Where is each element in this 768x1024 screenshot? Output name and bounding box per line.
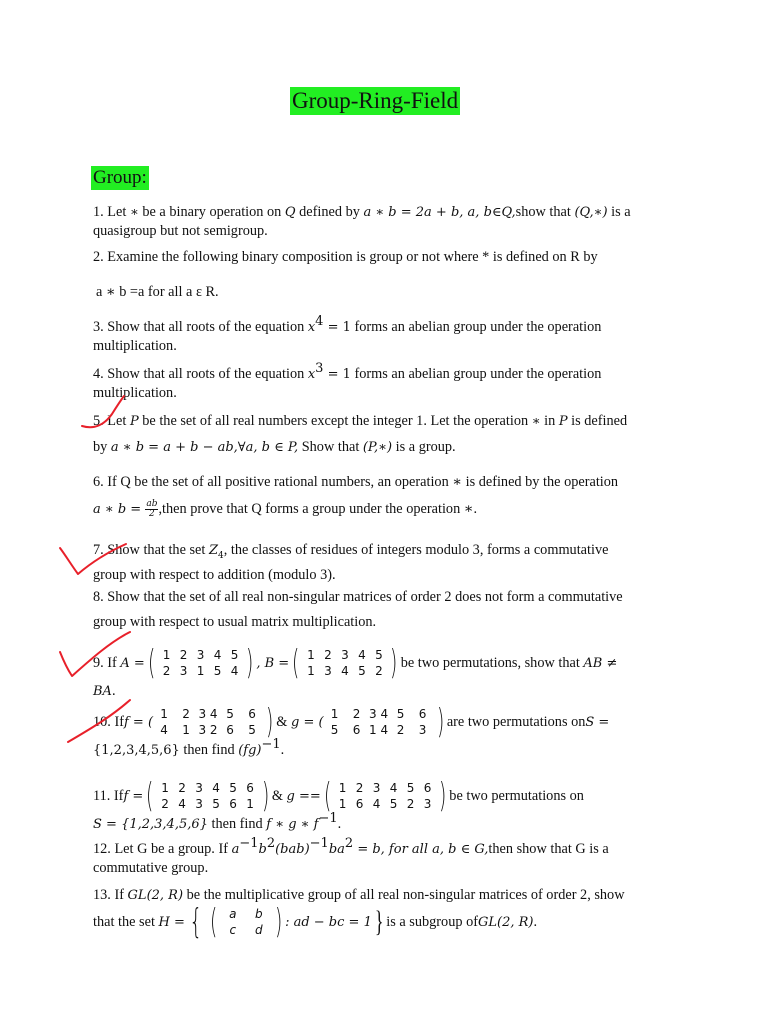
matrix-cell: 5 [229, 781, 237, 795]
question-10 [93, 703, 676, 760]
q11-text: then find [207, 816, 267, 832]
matrix-row [220, 923, 272, 937]
brace-right: } [374, 905, 384, 938]
q3-math: x [307, 320, 316, 335]
matrix-cell: 2 [162, 664, 171, 678]
q12-exponent: −1 [309, 836, 329, 852]
q5-text: by [93, 439, 111, 455]
q5-math: a ∗ b = a + b − ab,∀a, b ∈ P, [110, 440, 299, 455]
question-13 [93, 886, 676, 942]
q11-matrix-f-grid [157, 781, 259, 811]
q6-line1: 6. If Q be the set of all positive rational numbers, an operation ∗ is defined by the operation [93, 474, 619, 490]
matrix-cell: 3 [341, 648, 349, 662]
q6-text: ,then prove that Q forms a group under the operation ∗. [158, 501, 478, 517]
question-2-definition [96, 283, 679, 302]
q7-math: Z [208, 543, 218, 558]
paren-right: ) [436, 702, 444, 742]
page-title: Group-Ring-Field [292, 88, 459, 113]
q13-matrix-grid [220, 907, 272, 937]
q11-math: S = {1,2,3,4,5,6} [93, 817, 208, 832]
q7-subscript: 4 [218, 550, 224, 561]
q6-math: a ∗ b = [93, 502, 146, 517]
matrix-cell: 6 [229, 797, 237, 811]
matrix-cell: 6 [418, 707, 427, 721]
q10-text: are two permutations on [446, 713, 586, 730]
q5-text: 5. Let [93, 413, 130, 429]
q6-fraction [145, 500, 158, 519]
q12-math: b [258, 842, 267, 857]
q9-matrix-a [145, 643, 257, 683]
matrix-cell: 1 4 [369, 723, 389, 737]
q5-text: is a group. [392, 439, 456, 455]
q3-math: = 1 [323, 320, 351, 335]
q1-math: (Q,∗) [574, 205, 608, 220]
q9-matrix-a-grid [158, 648, 243, 678]
q4-math: = 1 [323, 367, 351, 382]
matrix-cell: 2 [375, 664, 383, 678]
q12-math: = b, for all a, b ∈ G, [353, 842, 489, 857]
matrix-cell: 1 [196, 664, 205, 678]
q9-text: 9. If [93, 654, 117, 671]
q12-math: (bab) [275, 842, 310, 857]
matrix-cell: 1 [338, 781, 347, 795]
q1-line2: quasigroup but not semigroup. [93, 223, 268, 239]
q2-line2: a ∗ b =a for all a ε R. [96, 284, 219, 300]
q4-line2: multiplication. [93, 385, 177, 401]
matrix-cell: 1 [307, 664, 315, 678]
q10-text: then find [179, 742, 239, 758]
matrix-row [302, 648, 387, 662]
matrix-cell: 6 [355, 797, 364, 811]
q13-text: that the set [93, 913, 155, 930]
q5-math: P [558, 414, 568, 429]
q1-text: be a binary operation on [138, 204, 285, 220]
q5-text: be the set of all real numbers except the integer 1. Let the operation [138, 413, 532, 429]
matrix-cell: 6 [423, 781, 432, 795]
q11-text: & [271, 787, 283, 804]
q9-text: be two permutations, show that [400, 654, 580, 671]
q11-matrix-g-grid [334, 781, 436, 811]
q12-math: a [231, 842, 240, 857]
matrix-cell: 3 4 [198, 707, 218, 721]
section-heading-group: Group: [93, 167, 147, 188]
q1-math: a ∗ b = 2a + b, a, b∈Q, [363, 205, 516, 220]
matrix-cell: 2 [406, 797, 415, 811]
matrix-row [334, 797, 436, 811]
matrix-cell: c [229, 923, 237, 937]
matrix-cell: 6 [246, 781, 254, 795]
q5-text: in [540, 413, 559, 429]
q11-exponent: −1 [318, 811, 338, 827]
q13-text: is a subgroup of [386, 913, 478, 930]
q7-text: , the classes of residues of integers modulo 3, forms a commutative [223, 542, 609, 558]
q5-math: P [129, 414, 139, 429]
question-7 [93, 541, 676, 585]
q1-text: show that [515, 204, 575, 220]
matrix-cell: 1 [246, 797, 254, 811]
matrix-cell: 2 [355, 781, 364, 795]
paren-left: ( [146, 776, 154, 816]
q4-text: 4. Show that all roots of the equation [93, 366, 308, 382]
matrix-cell: 6 [226, 723, 234, 737]
matrix-cell: 1 [161, 781, 169, 795]
q5-math: ∗ [531, 414, 541, 429]
matrix-cell: 1 [182, 723, 190, 737]
q7-line2: group with respect to addition (modulo 3). [93, 566, 336, 583]
q10-matrix-g-grid [324, 707, 434, 737]
paren-right: ) [274, 902, 283, 942]
matrix-cell: 5 [396, 707, 405, 721]
q13-math: GL(2, R) [477, 914, 534, 930]
matrix-cell: 6 [248, 707, 256, 721]
q3-line2: multiplication. [93, 338, 177, 354]
matrix-cell: 3 [195, 781, 203, 795]
matrix-cell: 4 [230, 664, 239, 678]
matrix-cell: 3 [372, 781, 381, 795]
matrix-cell: b [254, 907, 263, 921]
q9-math: BA [93, 684, 112, 699]
matrix-cell: 2 [352, 707, 361, 721]
q12-text: 12. Let G be a group. If [93, 841, 232, 857]
matrix-cell: 2 [396, 723, 405, 737]
q9-math: AB ≠ [583, 655, 618, 671]
q10-math: g = ( [290, 714, 324, 730]
paren-right: ) [246, 643, 254, 683]
q10-math: {1,2,3,4,5,6} [93, 743, 180, 758]
paren-right: ) [390, 643, 398, 683]
paren-right: ) [439, 776, 447, 816]
q13-math: GL(2, R) [127, 888, 184, 903]
q10-matrix-g [324, 702, 447, 742]
matrix-cell: a [229, 907, 237, 921]
matrix-cell: 2 [324, 648, 332, 662]
matrix-row [302, 664, 387, 678]
question-6 [93, 473, 676, 519]
question-4 [93, 361, 676, 403]
matrix-cell: 5 [375, 648, 383, 662]
matrix-cell: 1 [330, 707, 339, 721]
matrix-row [334, 781, 436, 795]
q1-math: Q [284, 205, 296, 220]
q11-matrix-f [143, 776, 272, 816]
q13-text: 13. If [93, 887, 128, 903]
q4-text: forms an abelian group under the operation [350, 366, 602, 382]
q10-matrix-f-grid [153, 707, 263, 737]
matrix-cell: 1 [162, 648, 171, 662]
q11-text: . [337, 816, 342, 832]
matrix-cell: 5 [230, 648, 239, 662]
matrix-cell: 5 [389, 797, 398, 811]
matrix-cell: 4 [160, 723, 168, 737]
question-12 [93, 836, 676, 878]
question-8 [93, 588, 676, 632]
q13-text: . [533, 913, 538, 930]
q13-math: : ad − bc = 1 [285, 914, 372, 930]
matrix-cell: d [254, 923, 263, 937]
matrix-row [153, 707, 263, 721]
q1-text: 1. Let [93, 204, 130, 220]
question-5 [93, 412, 676, 457]
q4-exponent: 3 [315, 361, 324, 377]
q3-text: 3. Show that all roots of the equation [93, 319, 308, 335]
paren-left: ( [292, 643, 300, 683]
brace-left: { [189, 902, 203, 942]
matrix-cell: 5 [226, 707, 234, 721]
q10-math: f = ( [123, 714, 154, 730]
q13-set-matrix [185, 902, 285, 942]
matrix-cell: 1 [307, 648, 315, 662]
q9-math: A = [120, 655, 145, 671]
q4-math: x [307, 367, 316, 382]
question-2 [93, 248, 676, 267]
matrix-cell: 6 [352, 723, 361, 737]
q10-math: S = [585, 714, 610, 730]
q2-line1: 2. Examine the following binary composition is group or not where * is defined on R by [93, 249, 598, 265]
matrix-cell: 5 [212, 797, 220, 811]
q10-text: . [280, 742, 285, 758]
q12-exponent: −1 [239, 836, 259, 852]
matrix-cell: 2 [179, 648, 188, 662]
q11-matrix-g [321, 776, 450, 816]
q12-exponent: 2 [266, 836, 276, 852]
q11-math: f ∗ g ∗ f [266, 817, 319, 832]
matrix-cell: 2 [161, 797, 169, 811]
q12-exponent: 2 [344, 836, 354, 852]
matrix-cell: 4 [389, 781, 398, 795]
matrix-cell: 5 [358, 664, 366, 678]
matrix-cell: 5 [248, 723, 256, 737]
matrix-cell: 3 [179, 664, 188, 678]
matrix-row [158, 664, 243, 678]
q5-text: is defined [567, 413, 628, 429]
matrix-cell: 5 [213, 664, 222, 678]
q1-math: ∗ [129, 205, 139, 220]
matrix-row [153, 723, 263, 737]
matrix-cell: 5 [330, 723, 339, 737]
q1-text: is a [607, 204, 631, 220]
matrix-cell: 3 [324, 664, 332, 678]
matrix-cell: 2 [182, 707, 190, 721]
matrix-cell: 4 [212, 781, 220, 795]
q9-matrix-b [289, 643, 401, 683]
q11-text: be two permutations on [449, 787, 584, 804]
paren-right: ) [261, 776, 269, 816]
q10-math: (fg) [238, 743, 262, 758]
q5-text: Show that [298, 439, 363, 455]
q9-math: , B = [256, 655, 290, 671]
q1-text: defined by [295, 204, 364, 220]
q11-text: 11. If [93, 787, 124, 804]
matrix-cell: 4 [358, 648, 366, 662]
matrix-cell: 3 [418, 723, 427, 737]
q10-text: & [276, 713, 288, 730]
matrix-cell: 4 [213, 648, 222, 662]
q12-line2: commutative group. [93, 860, 209, 876]
paren-left: ( [147, 643, 156, 683]
paren-left: ( [323, 776, 332, 816]
q8-line1: 8. Show that the set of all real non-singular matrices of order 2 does not form a commutative [93, 589, 623, 605]
q6-numerator: ab [146, 499, 158, 510]
q7-text: 7. Show that the set [93, 542, 209, 558]
q3-exponent: 4 [315, 314, 324, 330]
q10-exponent: −1 [261, 737, 281, 753]
q5-math: (P,∗) [362, 440, 393, 455]
q12-text: then show that G is a [488, 841, 609, 857]
paren-left: ( [209, 902, 217, 942]
matrix-row [324, 707, 434, 721]
matrix-cell: 5 [406, 781, 415, 795]
q10-text: 10. If [93, 713, 124, 730]
matrix-row [158, 648, 243, 662]
matrix-row [220, 907, 272, 921]
q6-denominator: 2 [149, 509, 155, 520]
q12-math: ba [328, 842, 345, 857]
q13-math: H = [158, 914, 185, 930]
question-3 [93, 314, 676, 356]
q3-text: forms an abelian group under the operation [350, 319, 602, 335]
q10-matrix-f [153, 702, 276, 742]
matrix-cell: 4 [341, 664, 349, 678]
q13-text: be the multiplicative group of all real non-singular matrices of order 2, show [183, 887, 625, 903]
question-11 [93, 777, 676, 834]
q9-matrix-b-grid [302, 648, 387, 678]
matrix-row [324, 723, 434, 737]
matrix-row [157, 781, 259, 795]
q11-math: f = [123, 788, 144, 804]
matrix-cell: 3 [195, 797, 203, 811]
q9-text: . [111, 683, 116, 699]
question-9 [93, 644, 676, 701]
matrix-cell: 3 [196, 648, 205, 662]
matrix-row [157, 797, 259, 811]
matrix-cell: 3 2 [198, 723, 218, 737]
matrix-cell: 3 4 [369, 707, 389, 721]
matrix-cell: 1 [160, 707, 168, 721]
matrix-cell: 3 [423, 797, 432, 811]
matrix-cell: 2 [178, 781, 186, 795]
matrix-cell: 1 [338, 797, 347, 811]
paren-right: ) [266, 702, 274, 742]
question-1 [93, 203, 676, 241]
matrix-cell: 4 [372, 797, 381, 811]
q11-math: g == [286, 788, 321, 804]
q8-line2: group with respect to usual matrix multiplication. [93, 614, 377, 630]
matrix-cell: 4 [178, 797, 186, 811]
